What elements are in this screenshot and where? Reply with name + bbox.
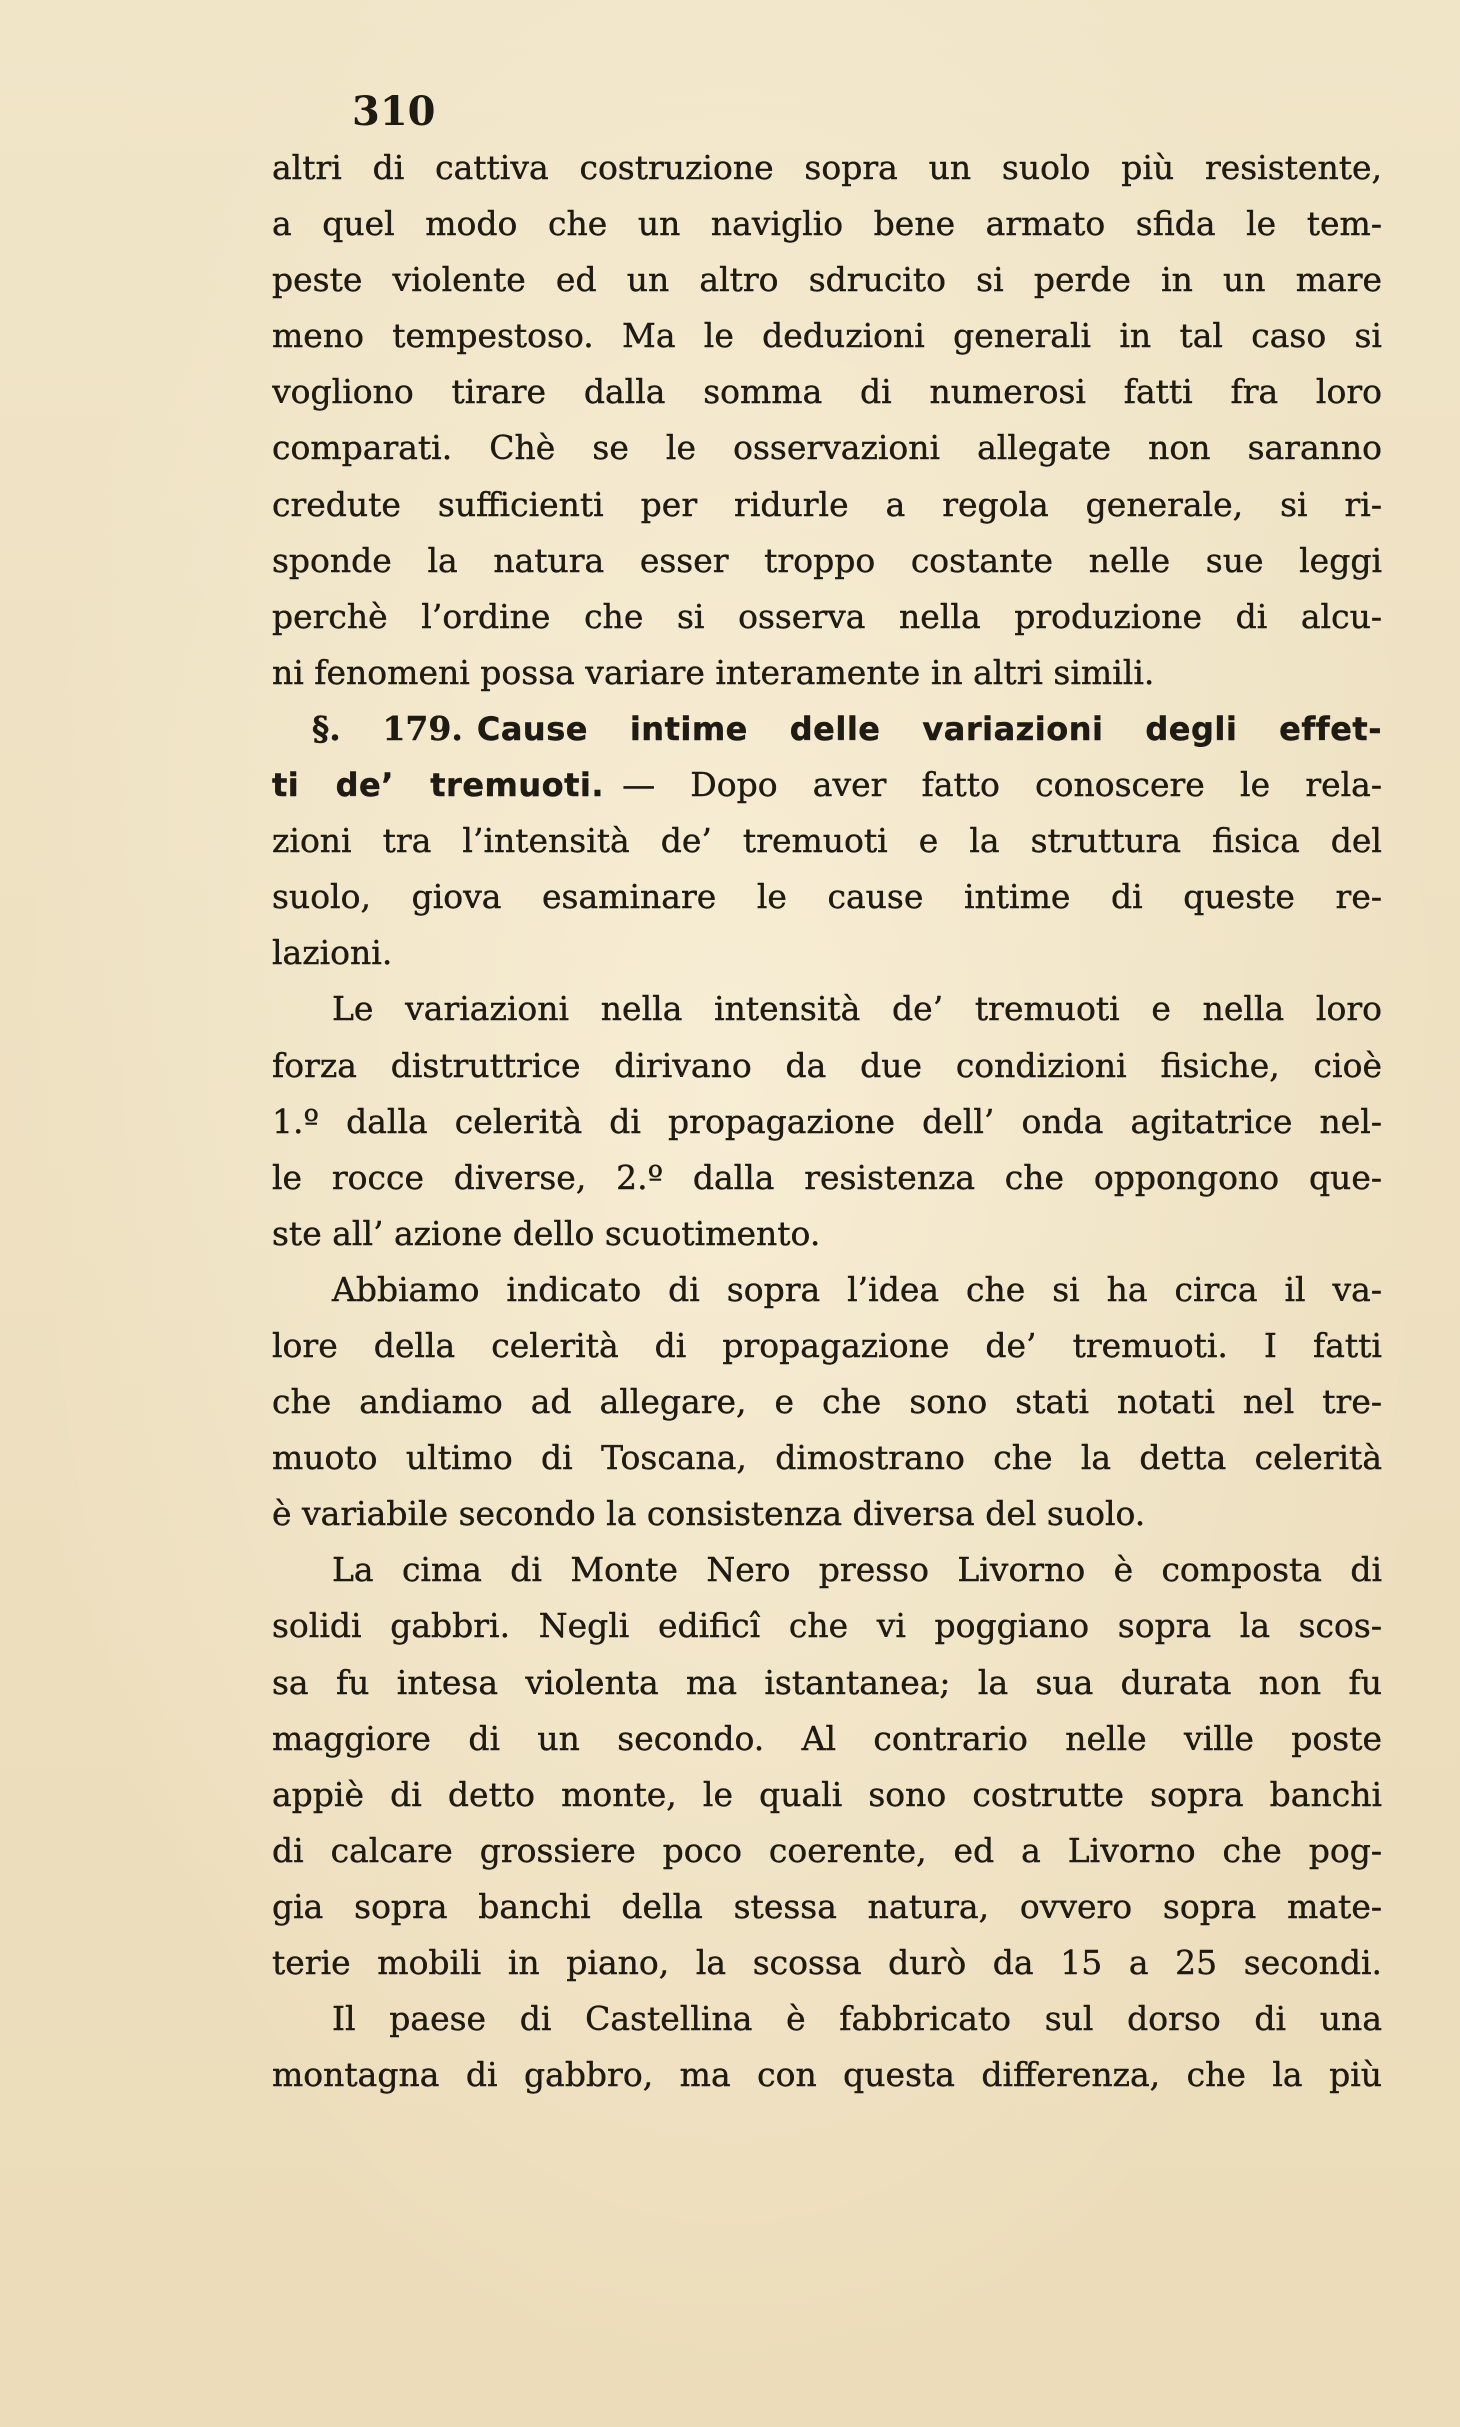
- text-line: è variabile secondo la consistenza diversa del suolo.: [272, 1494, 1146, 1534]
- text-line: perchè l’ordine che si osserva nella produzione di alcu-: [272, 596, 1382, 636]
- section-heading-line: [272, 701, 1382, 757]
- text-line: che andiamo ad allegare, e che sono stati notati nel tre-: [272, 1382, 1382, 1422]
- text-line: sponde la natura esser troppo costante nelle sue leggi: [272, 540, 1382, 580]
- text-line: lazioni.: [272, 933, 393, 973]
- text-line: forza distruttrice dirivano da due condizioni fisiche, cioè: [272, 1045, 1382, 1085]
- text-line: credute sufficienti per ridurle a regola generale, si ri-: [272, 484, 1382, 524]
- text-line: suolo, giova esaminare le cause intime di queste re-: [272, 877, 1382, 917]
- page-number: 310: [352, 88, 436, 135]
- section-number: §. 179.: [312, 708, 463, 748]
- text-line: a quel modo che un naviglio bene armato sfida le tem-: [272, 204, 1382, 244]
- text-line: ste all’ azione dello scuotimento.: [272, 1213, 821, 1253]
- section-title: Cause intime delle variazioni degli effet-: [476, 709, 1382, 748]
- body-text: [272, 140, 1382, 2103]
- section-text: — Dopo aver fatto conoscere le rela-: [622, 765, 1382, 805]
- text-line: solidi gabbri. Negli edificî che vi poggiano sopra la scos-: [272, 1606, 1382, 1646]
- text-line: di calcare grossiere poco coerente, ed a Livorno che pog-: [272, 1830, 1382, 1870]
- text-line: ni fenomeni possa variare interamente in altri simili.: [272, 652, 1155, 692]
- text-line: La cima di Monte Nero presso Livorno è composta di: [332, 1550, 1382, 1590]
- text-line: vogliono tirare dalla somma di numerosi fatti fra loro: [272, 372, 1382, 412]
- text-line: montagna di gabbro, ma con questa differenza, che la più: [272, 2055, 1382, 2095]
- text-line: muoto ultimo di Toscana, dimostrano che la detta celerità: [272, 1438, 1382, 1478]
- text-line: comparati. Chè se le osservazioni allegate non saranno: [272, 428, 1382, 468]
- text-line: peste violente ed un altro sdrucito si perde in un mare: [272, 260, 1382, 300]
- text-line: zioni tra l’intensità de’ tremuoti e la struttura fisica del: [272, 821, 1382, 861]
- text-line: le rocce diverse, 2.º dalla resistenza che oppongono que-: [272, 1157, 1382, 1197]
- text-line: Abbiamo indicato di sopra l’idea che si ha circa il va-: [332, 1269, 1382, 1309]
- text-line: altri di cattiva costruzione sopra un suolo più resistente,: [272, 148, 1382, 187]
- text-line: sa fu intesa violenta ma istantanea; la sua durata non fu: [272, 1662, 1382, 1702]
- section-heading-line: [272, 757, 1382, 813]
- text-line: maggiore di un secondo. Al contrario nelle ville poste: [272, 1718, 1382, 1758]
- text-line: appiè di detto monte, le quali sono costrutte sopra banchi: [272, 1774, 1382, 1814]
- text-line: lore della celerità di propagazione de’ tremuoti. I fatti: [272, 1325, 1382, 1365]
- text-line: Le variazioni nella intensità de’ tremuoti e nella loro: [332, 989, 1382, 1029]
- text-line: terie mobili in piano, la scossa durò da 15 a 25 secondi.: [272, 1943, 1382, 1982]
- section-title-continued: ti de’ tremuoti.: [272, 766, 605, 805]
- text-line: meno tempestoso. Ma le deduzioni generali in tal caso si: [272, 316, 1382, 356]
- text-line: gia sopra banchi della stessa natura, ovvero sopra mate-: [272, 1886, 1382, 1926]
- text-line: Il paese di Castellina è fabbricato sul dorso di una: [332, 1999, 1382, 2039]
- text-line: 1.º dalla celerità di propagazione dell’ onda agitatrice nel-: [272, 1101, 1382, 1141]
